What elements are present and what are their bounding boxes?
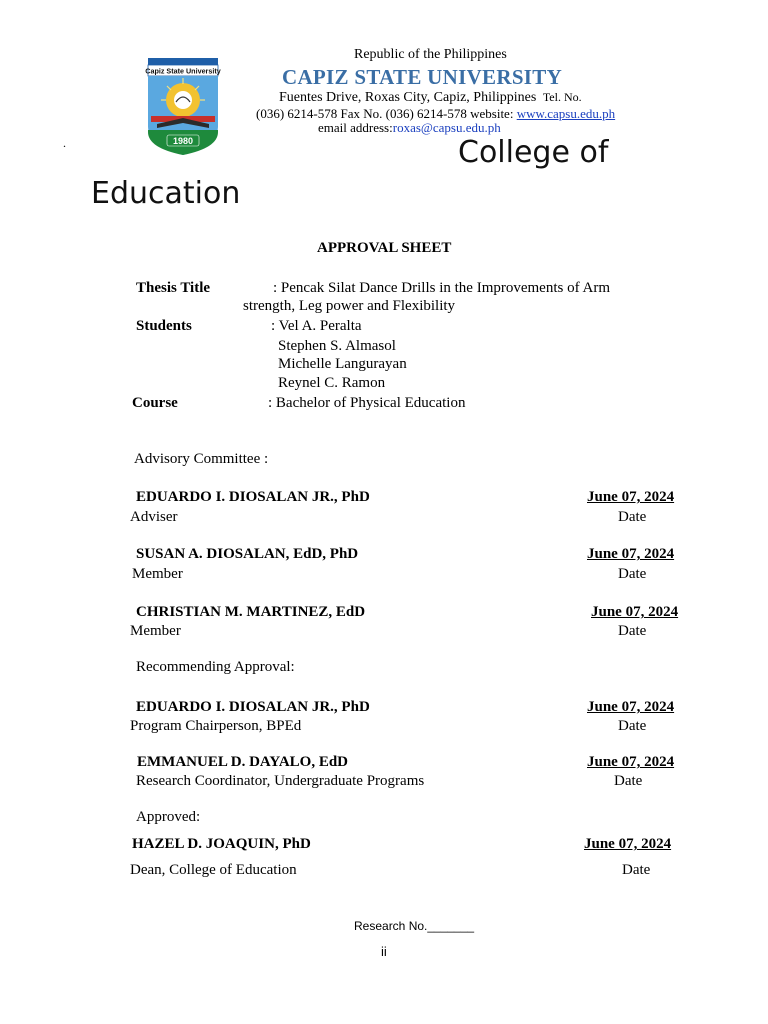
approved-date-label: Date <box>622 862 651 878</box>
student-2: Stephen S. Almasol <box>278 338 396 354</box>
recommending-heading: Recommending Approval: <box>136 659 295 675</box>
advisory-date-2: June 07, 2024 <box>587 546 675 562</box>
advisory-name-3: CHRISTIAN M. MARTINEZ, EdD <box>136 604 366 620</box>
email-link[interactable]: roxas@capsu.edu.ph <box>392 120 501 135</box>
recommending-role-1: Program Chairperson, BPEd <box>130 718 302 734</box>
advisory-role-1: Adviser <box>130 509 178 525</box>
advisory-role-3: Member <box>130 623 181 639</box>
recommending-name-2: EMMANUEL D. DAYALO, EdD <box>137 754 349 770</box>
course-value: : Bachelor of Physical Education <box>268 395 466 411</box>
website-link[interactable]: www.capsu.edu.ph <box>516 106 616 121</box>
recommending-date-2: June 07, 2024 <box>587 754 675 770</box>
approved-heading: Approved: <box>136 809 201 825</box>
tel-label: Tel. No. <box>542 90 582 104</box>
research-number: Research No._______ <box>354 919 475 933</box>
recommending-name-1: EDUARDO I. DIOSALAN JR., PhD <box>136 699 370 715</box>
phone-text: (036) 6214-578 Fax No. (036) 6214-578 website: <box>256 106 514 121</box>
advisory-date-3: June 07, 2024 <box>591 604 679 620</box>
email-line <box>318 120 501 136</box>
recommending-date-label-1: Date <box>618 718 647 734</box>
seal-banner-text: Capiz State University <box>145 66 221 76</box>
recommending-role-2: Research Coordinator, Undergraduate Programs <box>136 773 425 789</box>
thesis-title-value-1: : Pencak Silat Dance Drills in the Improvements of Arm <box>273 280 611 296</box>
approved-name: HAZEL D. JOAQUIN, PhD <box>132 836 311 852</box>
address-text: Fuentes Drive, Roxas City, Capiz, Philippines <box>279 90 537 105</box>
college-line-2: Education <box>91 176 241 211</box>
address-line <box>279 90 582 106</box>
seal-year-text: 1980 <box>172 136 194 146</box>
college-line-1: College of <box>458 135 609 170</box>
advisory-date-label-2: Date <box>618 566 647 582</box>
advisory-name-1: EDUARDO I. DIOSALAN JR., PhD <box>136 489 370 505</box>
student-3: Michelle Langurayan <box>278 356 407 372</box>
advisory-name-2: SUSAN A. DIOSALAN, EdD, PhD <box>136 546 359 562</box>
student-1: : Vel A. Peralta <box>271 318 362 334</box>
university-name: CAPIZ STATE UNIVERSITY <box>282 65 563 89</box>
students-label: Students <box>136 318 192 334</box>
course-label: Course <box>132 395 178 411</box>
approved-role: Dean, College of Education <box>130 862 297 878</box>
student-4: Reynel C. Ramon <box>278 375 386 391</box>
advisory-date-label-3: Date <box>618 623 647 639</box>
republic-text: Republic of the Philippines <box>354 47 507 62</box>
email-label: email address: <box>318 120 393 135</box>
thesis-title-label: Thesis Title <box>136 280 211 296</box>
advisory-heading: Advisory Committee : <box>134 451 269 467</box>
approved-date: June 07, 2024 <box>584 836 672 852</box>
recommending-date-1: June 07, 2024 <box>587 699 675 715</box>
page-number: ii <box>381 944 387 959</box>
thesis-title-value-2: strength, Leg power and Flexibility <box>243 298 456 314</box>
page-title: APPROVAL SHEET <box>317 240 452 256</box>
stray-dot: . <box>63 136 66 150</box>
advisory-role-2: Member <box>132 566 183 582</box>
advisory-date-label-1: Date <box>618 509 647 525</box>
advisory-date-1: June 07, 2024 <box>587 489 675 505</box>
recommending-date-label-2: Date <box>614 773 643 789</box>
university-seal-logo <box>143 56 223 158</box>
